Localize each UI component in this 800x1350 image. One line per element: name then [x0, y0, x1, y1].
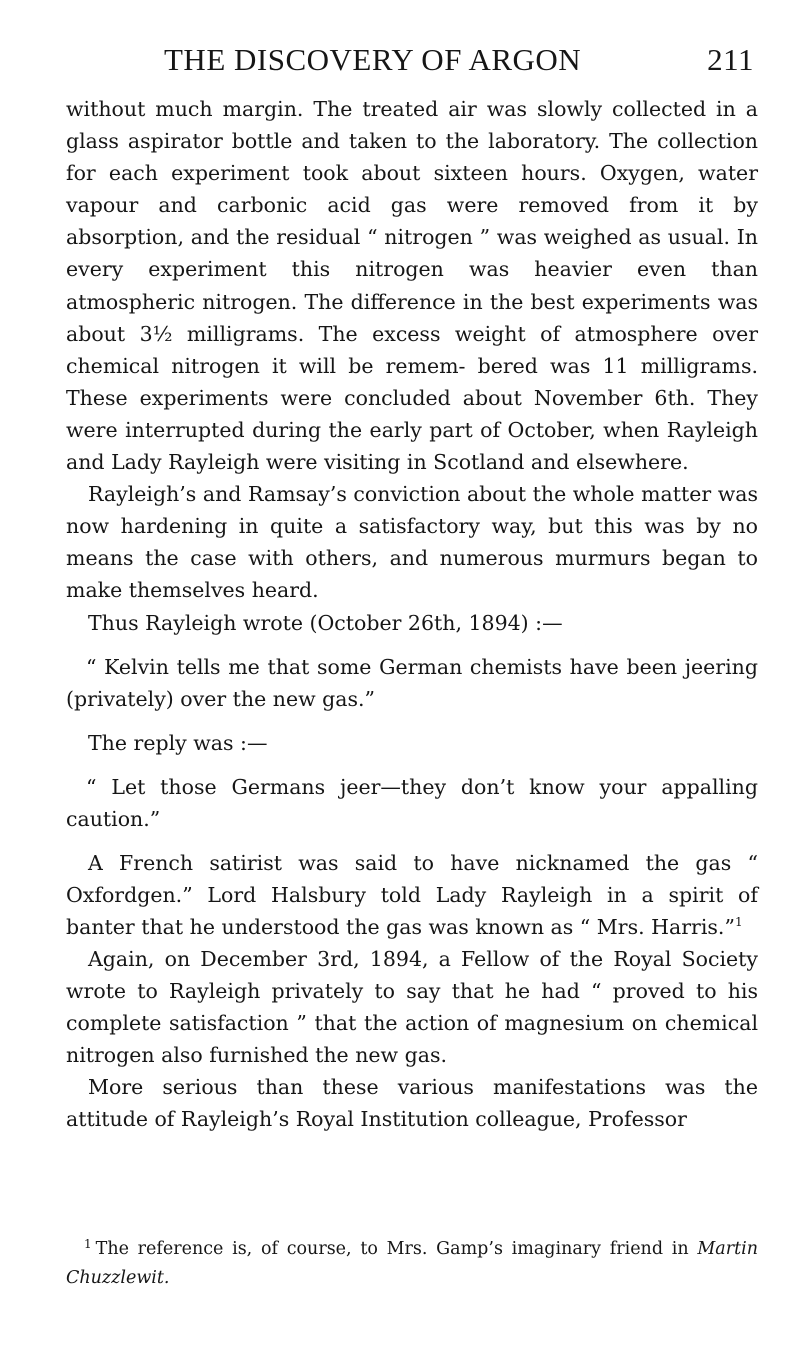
page-number: 211 [707, 42, 754, 77]
paragraph: The reply was :— [88, 730, 268, 755]
paragraph [66, 847, 758, 943]
chapter-title: THE DISCOVERY OF ARGON [164, 42, 582, 77]
paragraph: without much margin. The treated air was slowly collected in a glass aspirator bottle and taken to the laboratory. The collection for each experiment took about sixteen hours. Oxygen, water vapour and carbonic acid gas were removed from it by absorption, and the residual “ nitrogen ” was weighed as usual. In every experiment this nitrogen was heavier even than atmospheric nitrogen. The difference in the best experiments was about 3½ milligrams. The excess weight of atmosphere over chemical nitrogen it will be remem- bered was 11 milligrams. These experiments were concluded about November 6th. They were interrupted during the early part of October, when Rayleigh and Lady Rayleigh were visiting in Scotland and elsewhere. [66, 97, 758, 475]
body-text [66, 93, 758, 1136]
footnote-text: The reference is, of course, to Mrs. Gamp’s imaginary friend in [95, 1239, 689, 1259]
paragraph-text: A French satirist was said to have nicknamed the gas “ Oxfordgen.” Lord Halsbury told Lady Rayleigh in a spirit of banter that he understood the gas was known as “ Mrs. Harris.” [66, 850, 758, 939]
footnote-book-title: Martin Chuzzlewit. [66, 1239, 758, 1288]
footnote [66, 1230, 758, 1293]
paragraph: Thus Rayleigh wrote (October 26th, 1894) :— [88, 610, 563, 635]
paragraph: More serious than these various manifestations was the attitude of Rayleigh’s Royal Institution colleague, Professor [66, 1075, 758, 1132]
footnote-marker: 1 [84, 1237, 92, 1251]
running-header [64, 42, 754, 82]
block-quote: “ Kelvin tells me that some German chemists have been jeering (privately) over the new gas.” [66, 654, 758, 711]
block-quote: “ Let those Germans jeer—they don’t know your appalling caution.” [66, 774, 758, 831]
paragraph: Rayleigh’s and Ramsay’s conviction about the whole matter was now hardening in quite a satisfactory way, but this was by no means the case with others, and numerous murmurs began to make themselves heard. [66, 482, 758, 603]
paragraph: Again, on December 3rd, 1894, a Fellow of the Royal Society wrote to Rayleigh privately to say that he had “ proved to his complete satisfaction ” that the action of magnesium on chemical nitrogen also furnished the new gas. [66, 946, 758, 1068]
footnote-reference: 1 [734, 915, 743, 930]
